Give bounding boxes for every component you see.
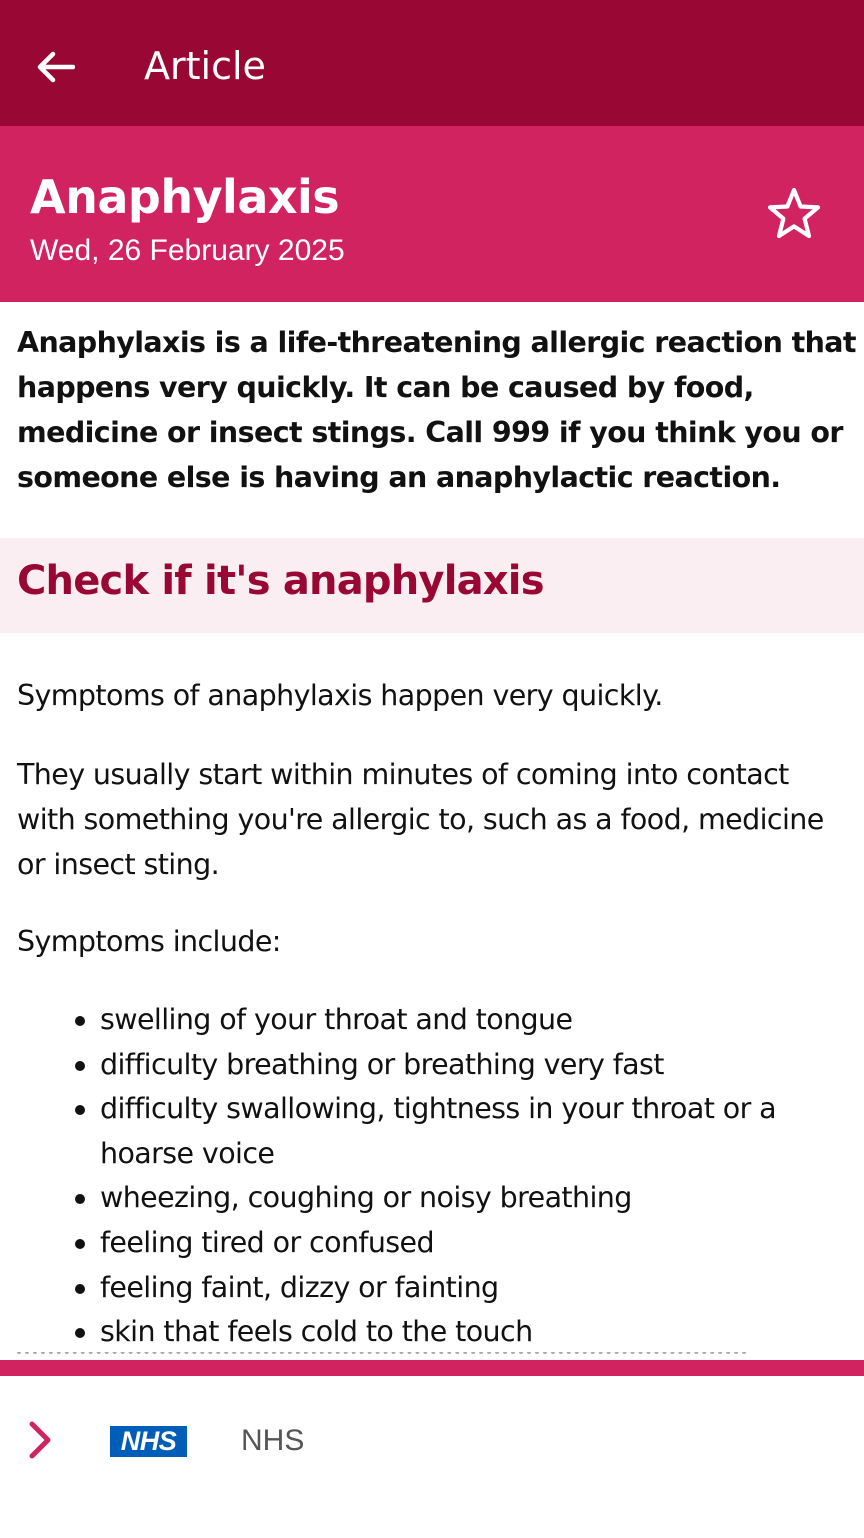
article-title: Anaphylaxis [30,170,340,224]
article-date: Wed, 26 February 2025 [30,234,345,267]
list-item: swelling of your throat and tongue [100,998,840,1043]
nhs-logo-text: NHS [120,1426,177,1456]
list-item: difficulty swallowing, tightness in your throat or a hoarse voice [100,1087,840,1176]
list-item: skin that feels cold to the touch [100,1310,840,1355]
list-item: difficulty breathing or breathing very fast [100,1043,840,1088]
article-lead: Anaphylaxis is a life-threatening allergic reaction that happens very quickly. It can be caused by food, medicine or insect stings. Call 999 if you think you or someone else is having an anaphylactic reaction. [17,326,856,494]
list-item: feeling tired or confused [100,1221,840,1266]
source-expand-button[interactable] [20,1418,60,1462]
symptom-list [100,998,840,1355]
arrow-left-icon [35,50,75,84]
star-outline-icon [765,186,823,242]
source-name: NHS [241,1424,305,1457]
chevron-right-icon [27,1420,53,1460]
favourite-button[interactable] [760,180,828,248]
list-item: feeling faint, dizzy or fainting [100,1266,840,1311]
back-button[interactable] [24,36,86,98]
app-bar-title: Article [144,44,266,88]
body-paragraph: They usually start within minutes of coming into contact with something you're allergic to, such as a food, medicine or insect sting. [17,758,824,881]
nhs-logo [110,1426,187,1457]
body-paragraph: Symptoms of anaphylaxis happen very quickly. [17,679,663,712]
section-title: Check if it's anaphylaxis [17,558,544,604]
app-bar [0,0,864,126]
body-paragraph: Symptoms include: [17,925,281,958]
list-item: wheezing, coughing or noisy breathing [100,1176,840,1221]
